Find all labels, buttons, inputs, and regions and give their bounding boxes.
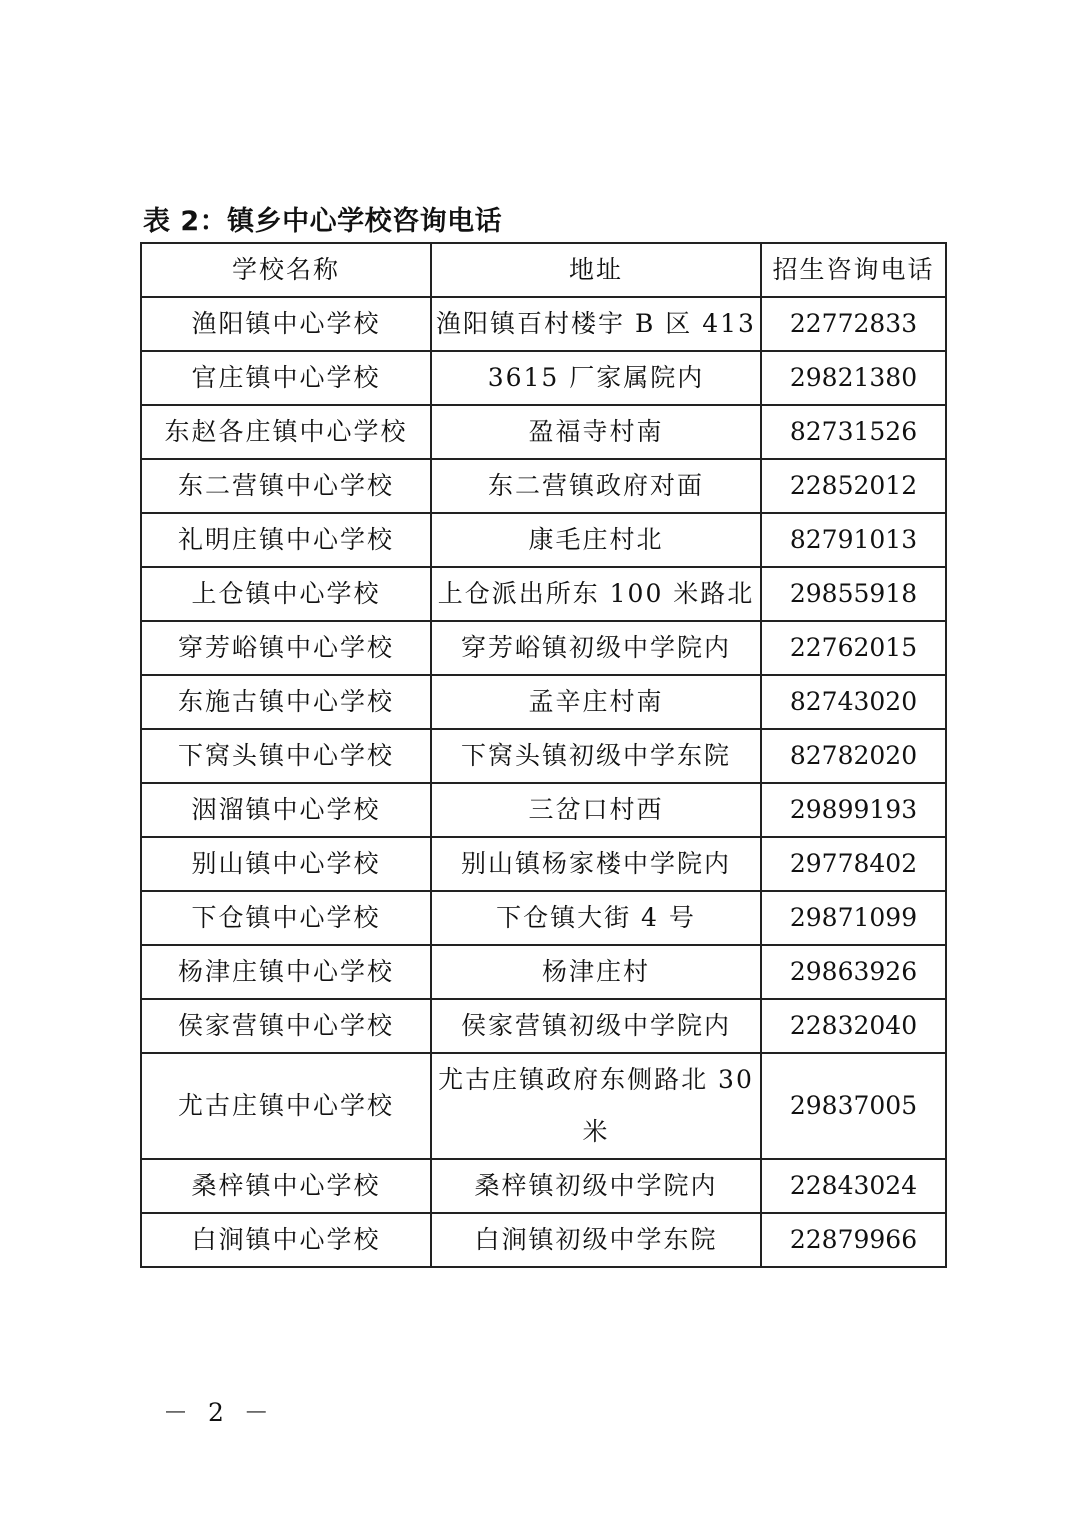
table-row bbox=[141, 729, 946, 783]
school-name-cell: 下窝头镇中心学校 bbox=[141, 729, 431, 783]
phone-cell: 29863926 bbox=[761, 945, 946, 999]
address-cell: 上仓派出所东 100 米路北 bbox=[431, 567, 761, 621]
table-row bbox=[141, 1159, 946, 1213]
address-cell: 三岔口村西 bbox=[431, 783, 761, 837]
phone-cell: 82743020 bbox=[761, 675, 946, 729]
address-cell: 桑梓镇初级中学院内 bbox=[431, 1159, 761, 1213]
phone-cell: 22843024 bbox=[761, 1159, 946, 1213]
phone-cell: 22772833 bbox=[761, 297, 946, 351]
school-name-cell: 东二营镇中心学校 bbox=[141, 459, 431, 513]
school-name-cell: 渔阳镇中心学校 bbox=[141, 297, 431, 351]
school-name-cell: 别山镇中心学校 bbox=[141, 837, 431, 891]
column-header-school-name: 学校名称 bbox=[141, 243, 431, 297]
address-cell: 杨津庄村 bbox=[431, 945, 761, 999]
table-row bbox=[141, 999, 946, 1053]
address-cell: 下仓镇大街 4 号 bbox=[431, 891, 761, 945]
school-name-cell: 上仓镇中心学校 bbox=[141, 567, 431, 621]
school-name-cell: 桑梓镇中心学校 bbox=[141, 1159, 431, 1213]
address-cell: 下窝头镇初级中学东院 bbox=[431, 729, 761, 783]
page-title: 表 2：镇乡中心学校咨询电话 bbox=[143, 206, 503, 237]
phone-cell: 22852012 bbox=[761, 459, 946, 513]
phone-cell: 29837005 bbox=[761, 1053, 946, 1159]
phone-cell: 22762015 bbox=[761, 621, 946, 675]
school-name-cell: 官庄镇中心学校 bbox=[141, 351, 431, 405]
table-row bbox=[141, 405, 946, 459]
table-row bbox=[141, 513, 946, 567]
school-name-cell: 洇溜镇中心学校 bbox=[141, 783, 431, 837]
school-name-cell: 东施古镇中心学校 bbox=[141, 675, 431, 729]
address-cell: 康毛庄村北 bbox=[431, 513, 761, 567]
table-row bbox=[141, 459, 946, 513]
school-name-cell: 杨津庄镇中心学校 bbox=[141, 945, 431, 999]
table-row bbox=[141, 675, 946, 729]
phone-cell: 29899193 bbox=[761, 783, 946, 837]
table-header-row bbox=[141, 243, 946, 297]
school-name-cell: 侯家营镇中心学校 bbox=[141, 999, 431, 1053]
address-cell: 3615 厂家属院内 bbox=[431, 351, 761, 405]
school-contact-table bbox=[140, 242, 947, 1268]
phone-cell: 82782020 bbox=[761, 729, 946, 783]
table-row bbox=[141, 1213, 946, 1267]
phone-cell: 29821380 bbox=[761, 351, 946, 405]
address-cell: 白涧镇初级中学东院 bbox=[431, 1213, 761, 1267]
column-header-address: 地址 bbox=[431, 243, 761, 297]
address-cell: 尤古庄镇政府东侧路北 30 米 bbox=[431, 1053, 761, 1159]
school-name-cell: 东赵各庄镇中心学校 bbox=[141, 405, 431, 459]
school-name-cell: 白涧镇中心学校 bbox=[141, 1213, 431, 1267]
phone-cell: 22879966 bbox=[761, 1213, 946, 1267]
school-name-cell: 穿芳峪镇中心学校 bbox=[141, 621, 431, 675]
phone-cell: 82731526 bbox=[761, 405, 946, 459]
address-cell: 东二营镇政府对面 bbox=[431, 459, 761, 513]
table-row bbox=[141, 783, 946, 837]
table-row bbox=[141, 621, 946, 675]
school-name-cell: 下仓镇中心学校 bbox=[141, 891, 431, 945]
phone-cell: 22832040 bbox=[761, 999, 946, 1053]
phone-cell: 29871099 bbox=[761, 891, 946, 945]
phone-cell: 29778402 bbox=[761, 837, 946, 891]
address-cell: 别山镇杨家楼中学院内 bbox=[431, 837, 761, 891]
school-name-cell: 礼明庄镇中心学校 bbox=[141, 513, 431, 567]
table-row bbox=[141, 567, 946, 621]
table-row bbox=[141, 945, 946, 999]
address-cell: 穿芳峪镇初级中学院内 bbox=[431, 621, 761, 675]
phone-cell: 82791013 bbox=[761, 513, 946, 567]
table-row bbox=[141, 891, 946, 945]
address-cell: 盈福寺村南 bbox=[431, 405, 761, 459]
address-cell: 侯家营镇初级中学院内 bbox=[431, 999, 761, 1053]
table-row bbox=[141, 1053, 946, 1159]
school-name-cell: 尤古庄镇中心学校 bbox=[141, 1053, 431, 1159]
column-header-phone: 招生咨询电话 bbox=[761, 243, 946, 297]
address-cell: 渔阳镇百村楼宇 B 区 413 bbox=[431, 297, 761, 351]
phone-cell: 29855918 bbox=[761, 567, 946, 621]
table-row bbox=[141, 837, 946, 891]
page-number: － 2 － bbox=[163, 1398, 275, 1427]
table-row bbox=[141, 297, 946, 351]
table-row bbox=[141, 351, 946, 405]
address-cell: 孟辛庄村南 bbox=[431, 675, 761, 729]
